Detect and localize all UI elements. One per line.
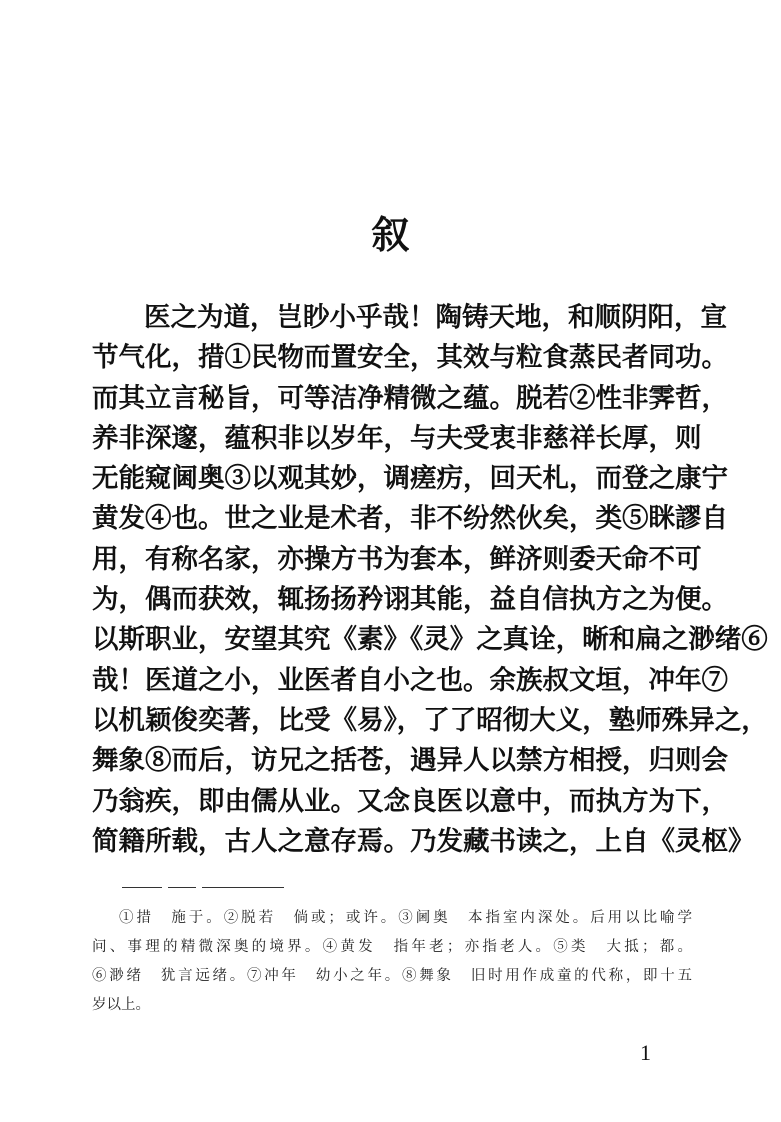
separator-segment xyxy=(168,887,196,888)
footnotes xyxy=(92,904,692,1020)
body-line: 以斯职业，安望其究《素》《灵》之真诠，晰和扁之渺绪⑥ xyxy=(92,624,768,656)
footnote-line: 问、事理的精微深奥的境界。④黄发 指年老；亦指老人。⑤类 大抵；都。 xyxy=(92,939,692,955)
body-line: 养非深邃，蕴积非以岁年，与夫受衷非慈祥长厚，则 xyxy=(92,422,702,454)
body-line: 乃翁疾，即由儒从业。又念良医以意中，而执方为下， xyxy=(92,785,728,817)
separator-segment xyxy=(122,887,162,888)
separator-segment xyxy=(202,887,284,888)
body-text xyxy=(92,298,768,862)
body-line: 简籍所载，古人之意存焉。乃发藏书读之，上自《灵枢》 xyxy=(92,825,755,857)
body-line: 为，偶而获效，辄扬扬矜诩其能，益自信执方之为便。 xyxy=(92,584,728,616)
body-line: 医之为道，岂眇小乎哉！陶铸天地，和顺阴阳，宣 xyxy=(144,302,727,333)
body-line: 哉！医道之小，业医者自小之也。余族叔文垣，冲年⑦ xyxy=(92,664,728,696)
body-line: 以机颖俊奕著，比受《易》，了了昭彻大义，塾师殊异之， xyxy=(92,704,768,736)
page-number: 1 xyxy=(640,1040,651,1065)
page-title: 叙 xyxy=(371,212,410,258)
footnote-line: ⑥渺绪 犹言远绪。⑦冲年 幼小之年。⑧舞象 旧时用作成童的代称，即十五 xyxy=(92,968,692,984)
body-line: 节气化，措①民物而置安全，其效与粒食蒸民者同功。 xyxy=(92,342,728,374)
body-line: 黄发④也。世之业是术者，非不纷然伙矣，类⑤眯謬自 xyxy=(92,503,728,535)
body-line: 用，有称名家，亦操方书为套本，鲜济则委天命不可 xyxy=(92,543,702,575)
body-line: 舞象⑧而后，访兄之括苍，遇异人以禁方相授，归则会 xyxy=(92,745,728,777)
body-line: 而其立言秘旨，可等洁净精微之蕴。脱若②性非霁哲， xyxy=(92,382,728,414)
footnote-line: 岁以上。 xyxy=(92,997,150,1013)
footnote-line: ①措 施于。②脱若 倘或；或许。③阃奥 本指室内深处。后用以比喻学 xyxy=(119,910,692,926)
footnote-separator xyxy=(122,887,284,888)
body-line: 无能窥阃奥③以观其妙，调瘥疠，回天札，而登之康宁 xyxy=(92,463,728,495)
